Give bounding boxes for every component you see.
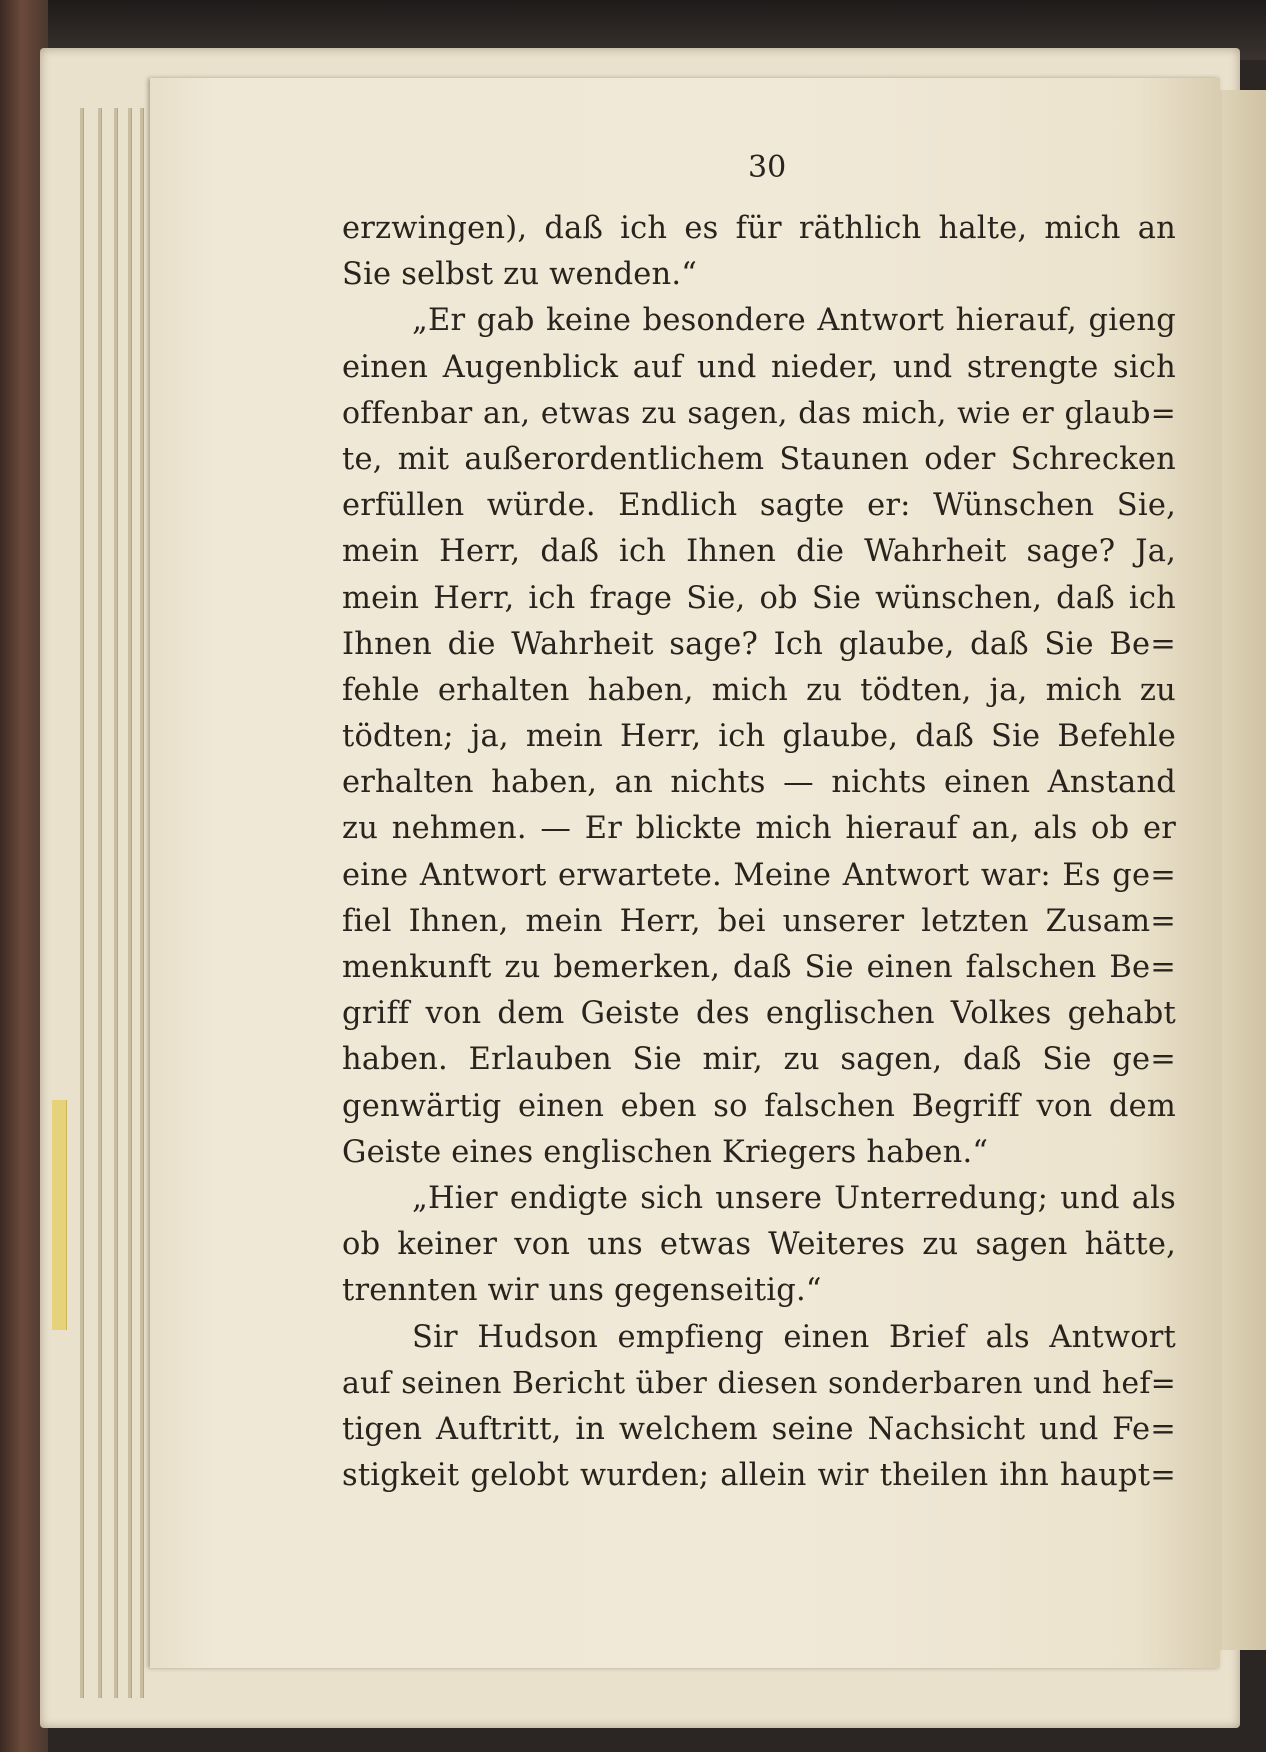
text-line: einen Augenblick auf und nieder, und strengte sich bbox=[342, 349, 1176, 385]
text-line: fiel Ihnen, mein Herr, bei unserer letzten Zusam= bbox=[342, 903, 1176, 939]
text-line: te, mit außerordentlichem Staunen oder Schrecken bbox=[342, 441, 1176, 477]
text-line: eine Antwort erwartete. Meine Antwort war: Es ge= bbox=[342, 857, 1176, 893]
text-line: erzwingen), daß ich es für räthlich halte, mich an bbox=[342, 211, 1176, 246]
text-line: Ihnen die Wahrheit sage? Ich glaube, daß Sie Be= bbox=[342, 626, 1176, 662]
text-line: offenbar an, etwas zu sagen, das mich, wie er glaub= bbox=[342, 395, 1176, 431]
text-line: trennten wir uns gegenseitig.“ bbox=[342, 1273, 822, 1309]
page-edge bbox=[80, 108, 84, 1698]
page-number: 30 bbox=[748, 150, 787, 185]
text-line: tigen Auftritt, in welchem seine Nachsicht und Fe= bbox=[342, 1411, 1176, 1447]
page-edge bbox=[98, 108, 102, 1698]
bookmark-tab bbox=[52, 1100, 67, 1330]
page-edge bbox=[128, 108, 132, 1698]
text-line: haben. Erlauben Sie mir, zu sagen, daß Sie ge= bbox=[342, 1042, 1176, 1078]
page-edge bbox=[114, 108, 118, 1698]
text-line: Sir Hudson empfieng einen Brief als Antwort bbox=[412, 1319, 1176, 1355]
text-line: tödten; ja, mein Herr, ich glaube, daß Sie Befehle bbox=[342, 719, 1176, 755]
text-line: Sie selbst zu wenden.“ bbox=[342, 257, 698, 293]
text-line: zu nehmen. — Er blickte mich hierauf an, als ob er bbox=[342, 811, 1176, 847]
text-line: mein Herr, daß ich Ihnen die Wahrheit sage? Ja, bbox=[342, 534, 1176, 570]
text-line: ob keiner von uns etwas Weiteres zu sagen hätte, bbox=[342, 1227, 1176, 1263]
body-text bbox=[342, 206, 1176, 1499]
text-line: erfüllen würde. Endlich sagte er: Wünschen Sie, bbox=[342, 488, 1176, 524]
text-line: stigkeit gelobt wurden; allein wir theilen ihn haupt= bbox=[342, 1458, 1176, 1494]
text-line: „Hier endigte sich unsere Unterredung; und als bbox=[412, 1180, 1176, 1216]
text-line: fehle erhalten haben, mich zu tödten, ja, mich zu bbox=[342, 672, 1176, 708]
text-line: auf seinen Bericht über diesen sonderbaren und hef= bbox=[342, 1365, 1176, 1401]
text-line: Geiste eines englischen Kriegers haben.“ bbox=[342, 1134, 989, 1170]
text-line: griff von dem Geiste des englischen Volkes gehabt bbox=[342, 996, 1176, 1032]
text-line: menkunft zu bemerken, daß Sie einen falschen Be= bbox=[342, 950, 1176, 985]
text-line: genwärtig einen eben so falschen Begriff von dem bbox=[342, 1088, 1176, 1124]
page-edge bbox=[140, 108, 144, 1698]
text-line: mein Herr, ich frage Sie, ob Sie wünschen, daß ich bbox=[342, 580, 1176, 616]
text-line: erhalten haben, an nichts — nichts einen Anstand bbox=[342, 765, 1176, 801]
text-line: „Er gab keine besondere Antwort hierauf, gieng bbox=[412, 303, 1176, 339]
